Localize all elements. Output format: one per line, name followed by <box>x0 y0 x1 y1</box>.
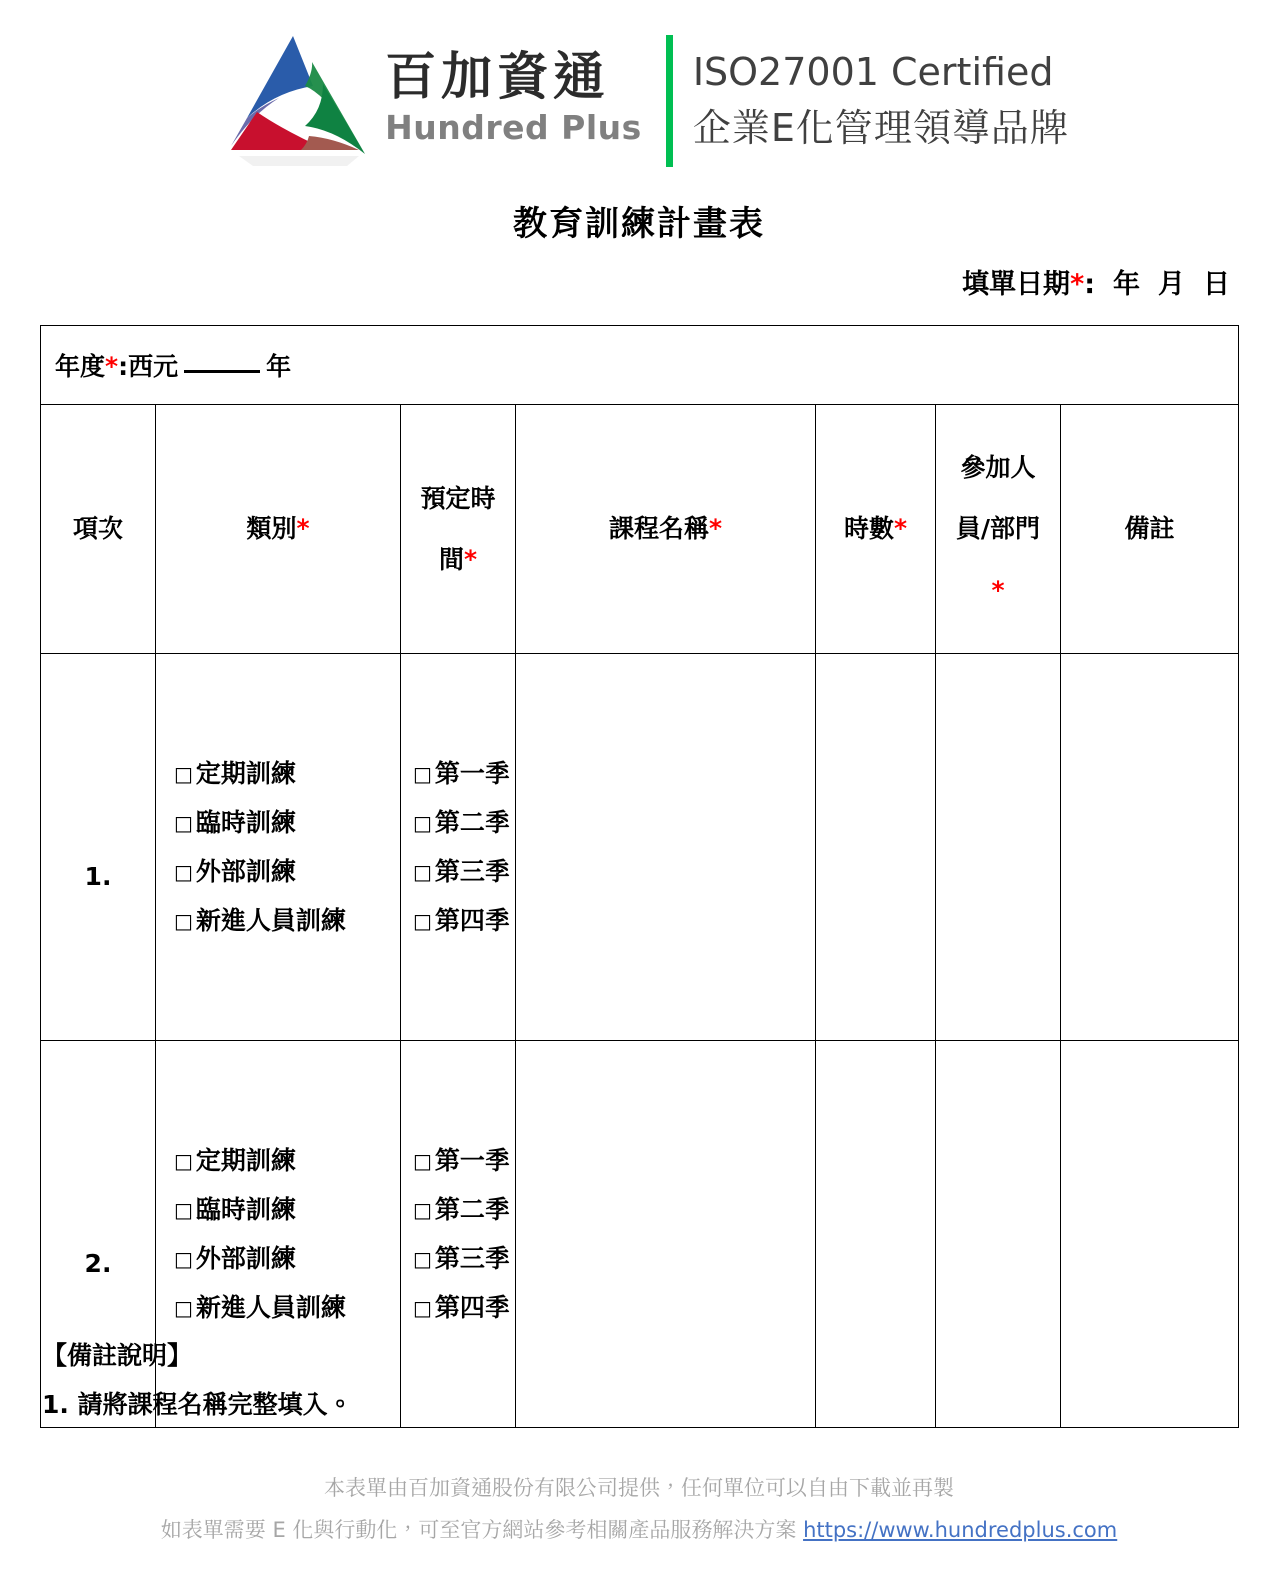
checkbox-option-q3[interactable] <box>413 847 515 896</box>
checkbox-label: 第三季 <box>434 857 510 886</box>
checkbox-label: 外部訓練 <box>195 857 296 886</box>
checkbox-option-q4[interactable] <box>413 896 515 945</box>
table-row <box>41 654 1239 1041</box>
course-name-cell[interactable] <box>516 654 816 1041</box>
column-header-participants-line1: 參加人 <box>960 453 1036 483</box>
page-title: 教育訓練計畫表 <box>513 204 765 244</box>
green-divider <box>666 35 673 167</box>
brand-slogan <box>693 45 1069 155</box>
checkbox-label: 臨時訓練 <box>195 1195 296 1224</box>
page-footer <box>0 1467 1278 1551</box>
column-header-index-label: 項次 <box>72 514 123 544</box>
checkbox-option-temporary-training[interactable] <box>174 798 400 847</box>
row-index-cell: 2. <box>41 1041 156 1428</box>
required-asterisk: * <box>991 575 1005 605</box>
required-asterisk: * <box>105 352 119 381</box>
year-label: 年度 <box>55 352 106 381</box>
checkbox-label: 第一季 <box>434 1146 510 1175</box>
checkbox-icon[interactable]: □ <box>413 811 432 835</box>
column-header-category-label: 類別 <box>246 514 297 544</box>
brand-header <box>0 18 1278 183</box>
checkbox-label: 第三季 <box>434 1244 510 1273</box>
checkbox-option-q2[interactable] <box>413 798 515 847</box>
hundredplus-triangle-logo-icon <box>209 26 377 176</box>
checkbox-icon[interactable]: □ <box>413 1149 432 1173</box>
checkbox-icon[interactable]: □ <box>174 860 193 884</box>
column-header-course-name-label: 課程名稱 <box>608 514 709 544</box>
checkbox-option-new-employee-training[interactable] <box>174 896 400 945</box>
column-header-course-name <box>516 405 816 654</box>
checkbox-icon[interactable]: □ <box>413 909 432 933</box>
brand-wordmark <box>385 47 642 148</box>
checkbox-icon[interactable]: □ <box>413 1296 432 1320</box>
checkbox-icon[interactable]: □ <box>413 1247 432 1271</box>
column-header-index <box>41 405 156 654</box>
checkbox-icon[interactable]: □ <box>413 1198 432 1222</box>
category-checkbox-group <box>156 654 401 1041</box>
colon: : <box>1084 269 1095 300</box>
fill-date-label: 填單日期 <box>962 269 1071 300</box>
remark-cell[interactable] <box>1061 654 1239 1041</box>
checkbox-option-q4[interactable] <box>413 1283 515 1332</box>
training-plan-table <box>40 325 1239 1428</box>
checkbox-label: 臨時訓練 <box>195 808 296 837</box>
checkbox-option-regular-training[interactable] <box>174 749 400 798</box>
note-item-1: 1. 請將課程名稱完整填入。 <box>42 1389 353 1419</box>
checkbox-icon[interactable]: □ <box>174 1296 193 1320</box>
checkbox-icon[interactable]: □ <box>174 1198 193 1222</box>
slogan-iso-certified: ISO27001 Certified <box>692 50 1054 95</box>
quarter-checkbox-group <box>401 1041 516 1428</box>
date-month-unit[interactable]: 月 <box>1158 269 1185 300</box>
checkbox-label: 第二季 <box>434 1195 510 1224</box>
required-asterisk: * <box>708 514 723 544</box>
date-day-unit[interactable]: 日 <box>1203 269 1230 300</box>
participants-cell[interactable] <box>936 1041 1061 1428</box>
official-website-link[interactable]: https://www.hundredplus.com <box>803 1518 1118 1542</box>
checkbox-icon[interactable]: □ <box>174 811 193 835</box>
checkbox-option-temporary-training[interactable] <box>174 1185 400 1234</box>
checkbox-label: 第四季 <box>434 906 510 935</box>
checkbox-icon[interactable]: □ <box>174 909 193 933</box>
checkbox-icon[interactable]: □ <box>174 1149 193 1173</box>
footer-line-1: 本表單由百加資通股份有限公司提供，任何單位可以自由下載並再製 <box>324 1476 954 1500</box>
course-name-cell[interactable] <box>516 1041 816 1428</box>
column-header-participants-line2: 員/部門 <box>955 514 1041 544</box>
remark-cell[interactable] <box>1061 1041 1239 1428</box>
checkbox-label: 第四季 <box>434 1293 510 1322</box>
footer-line-2 <box>0 1509 1278 1551</box>
checkbox-option-external-training[interactable] <box>174 847 400 896</box>
hours-cell[interactable] <box>816 654 936 1041</box>
checkbox-icon[interactable]: □ <box>413 860 432 884</box>
column-header-schedule-line2: 間 <box>438 545 464 574</box>
footer-line-2-text: 如表單需要 E 化與行動化，可至官方網站參考相關產品服務解決方案 <box>160 1518 804 1542</box>
checkbox-option-q1[interactable] <box>413 1136 515 1185</box>
checkbox-label: 外部訓練 <box>195 1244 296 1273</box>
checkbox-option-q1[interactable] <box>413 749 515 798</box>
column-header-hours <box>816 405 936 654</box>
required-asterisk: * <box>1070 269 1085 300</box>
required-asterisk: * <box>893 514 908 544</box>
slogan-cn: 企業E化管理領導品牌 <box>692 105 1069 150</box>
checkbox-option-external-training[interactable] <box>174 1234 400 1283</box>
checkbox-icon[interactable]: □ <box>174 762 193 786</box>
column-header-hours-label: 時數 <box>843 514 894 544</box>
year-row <box>41 326 1239 405</box>
column-header-remark <box>1061 405 1239 654</box>
required-asterisk: * <box>296 514 310 544</box>
checkbox-label: 新進人員訓練 <box>195 1293 346 1322</box>
participants-cell[interactable] <box>936 654 1061 1041</box>
checkbox-option-q3[interactable] <box>413 1234 515 1283</box>
checkbox-icon[interactable]: □ <box>174 1247 193 1271</box>
notes-heading: 【備註說明】 <box>42 1341 193 1370</box>
remark-notes-section <box>42 1332 353 1430</box>
column-header-remark-label: 備註 <box>1124 514 1175 544</box>
checkbox-label: 新進人員訓練 <box>195 906 346 935</box>
year-unit: 年 <box>266 352 292 381</box>
checkbox-label: 第二季 <box>434 808 510 837</box>
column-header-category <box>156 405 401 654</box>
year-cell[interactable] <box>41 326 1239 405</box>
brand-name-en: Hundred Plus <box>385 108 642 148</box>
checkbox-label: 定期訓練 <box>195 759 296 788</box>
checkbox-option-regular-training[interactable] <box>174 1136 400 1185</box>
date-year-unit[interactable]: 年 <box>1113 269 1140 300</box>
year-input-blank[interactable] <box>184 370 260 373</box>
table-header-row <box>41 405 1239 654</box>
quarter-checkbox-group <box>401 654 516 1041</box>
brand-name-cn: 百加資通 <box>385 47 610 107</box>
row-index-cell: 1. <box>41 654 156 1041</box>
checkbox-label: 定期訓練 <box>195 1146 296 1175</box>
checkbox-option-q2[interactable] <box>413 1185 515 1234</box>
checkbox-label: 第一季 <box>434 759 510 788</box>
year-prefix: :西元 <box>118 352 179 381</box>
hours-cell[interactable] <box>816 1041 936 1428</box>
checkbox-icon[interactable]: □ <box>413 762 432 786</box>
required-asterisk: * <box>463 545 478 574</box>
column-header-schedule-line1: 預定時 <box>420 483 496 513</box>
column-header-participants <box>936 405 1061 654</box>
column-header-schedule <box>401 405 516 654</box>
logo-block <box>209 26 1069 176</box>
fill-date-line <box>962 262 1230 301</box>
checkbox-option-new-employee-training[interactable] <box>174 1283 400 1332</box>
